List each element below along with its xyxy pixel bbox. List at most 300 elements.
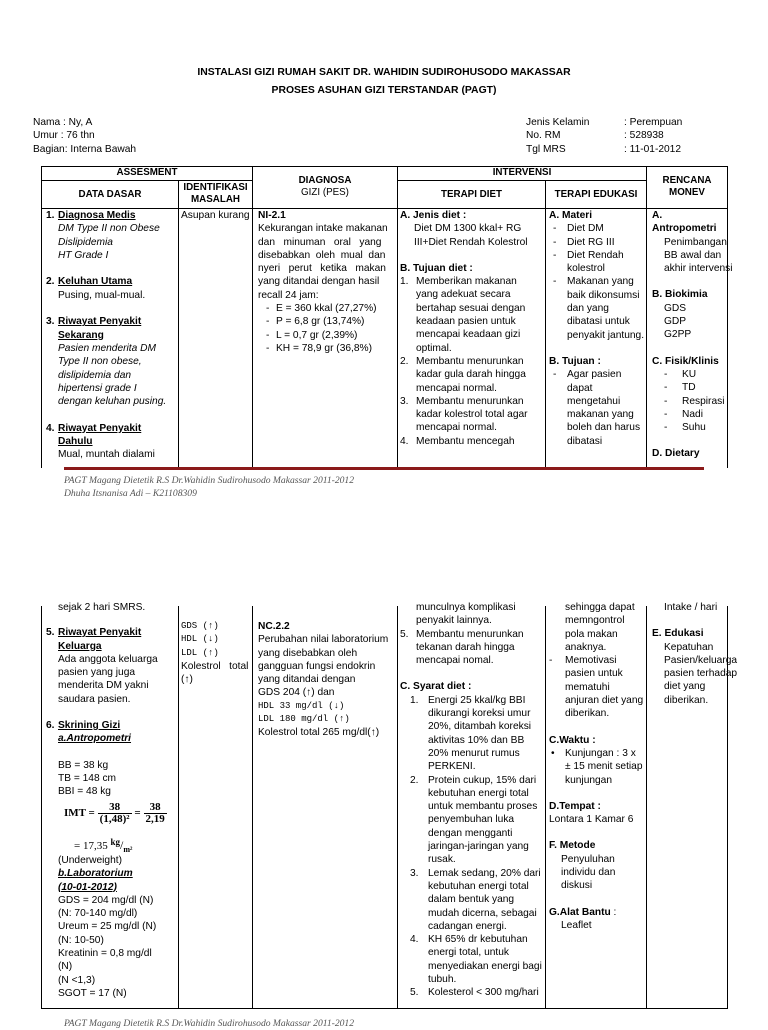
materi-item bbox=[549, 236, 646, 249]
p2-left-border bbox=[41, 606, 42, 1008]
header-diagnosa-line2: GIZI (PES) bbox=[301, 187, 349, 198]
motivasi-text: diberikan. bbox=[565, 708, 610, 720]
tempat-value: Lontara 1 Kamar 6 bbox=[549, 814, 634, 826]
diagnosa-lab-text: gangguan fungsi endokrin bbox=[258, 660, 376, 672]
underweight-label: (Underweight) bbox=[58, 855, 122, 866]
terapi-diet-cont: munculnya komplikasi bbox=[416, 602, 516, 613]
imt-result: = 17,35 $^{kg}/_{m^2}$ bbox=[74, 837, 133, 854]
fisik-dash: - bbox=[664, 368, 668, 380]
tujuan-diet-item-text: kadar gula darah hingga bbox=[416, 369, 526, 381]
p2-col-border-5 bbox=[646, 606, 647, 1008]
data-dasar-row bbox=[46, 666, 178, 679]
data-dasar-row bbox=[46, 209, 178, 222]
lab-date: (10-01-2012) bbox=[58, 881, 117, 893]
lab-title: b.Laboratorium bbox=[58, 868, 133, 880]
p2-bottom-border bbox=[41, 1008, 728, 1009]
data-dasar-text: Keluhan Utama bbox=[58, 276, 133, 288]
fisik-klinis-item bbox=[652, 368, 728, 381]
fisik-klinis-item bbox=[652, 408, 728, 421]
data-dasar-text: DM Type II non Obese bbox=[58, 223, 160, 235]
imt-formula bbox=[64, 802, 167, 825]
intervensi-sub-border bbox=[397, 180, 646, 181]
diagnosa-lab-text: yang ditandai dengan bbox=[258, 674, 356, 686]
materi-item-marker: - bbox=[553, 276, 557, 288]
data-dasar-row bbox=[46, 640, 178, 653]
footer-line1-page2: PAGT Magang Dietetik R.S Dr.Wahidin Sudirohusodo Makassar 2011-2012 bbox=[64, 1018, 355, 1029]
identifikasi-lab-item: Kolestrol total bbox=[181, 660, 249, 672]
diagnosa-lab-text: Perubahan nilai laboratorium bbox=[258, 634, 389, 646]
materi-item-text: Makanan yang bbox=[567, 276, 634, 288]
diagnosa-code-2: NC.2.2 bbox=[258, 621, 290, 632]
rencana-cell-page2 bbox=[652, 602, 738, 1008]
tujuan-edukasi-item-text: boleh dan harus bbox=[567, 422, 641, 434]
tujuan-diet-item-text: Membantu mencegah bbox=[416, 435, 515, 447]
syarat-diet-item-text: tubuh. bbox=[428, 974, 457, 986]
sejak-smrs: sejak 2 hari SMRS. bbox=[58, 602, 146, 613]
data-dasar-row bbox=[46, 382, 178, 395]
antropometri-value: BB = 38 kg bbox=[58, 759, 109, 771]
syarat-diet-item-text: 20%, ditambah koreksi bbox=[428, 721, 532, 733]
jenis-diet-line: Diet DM 1300 kkal+ RG bbox=[414, 223, 522, 235]
data-dasar-row bbox=[46, 249, 178, 262]
data-dasar-text: Ada anggota keluarga bbox=[58, 653, 158, 665]
tujuan-edukasi-item bbox=[549, 368, 646, 448]
data-dasar-row bbox=[46, 355, 178, 368]
syarat-diet-item-text: PERKENI. bbox=[428, 761, 476, 773]
col-border-3 bbox=[397, 166, 398, 468]
col-border-1 bbox=[178, 180, 179, 468]
gender-value: : Perempuan bbox=[624, 117, 683, 128]
tujuan-diet-item-text: mencapai normal. bbox=[416, 382, 497, 394]
tujuan-edukasi-item-text: dapat bbox=[567, 382, 593, 394]
table-left-border bbox=[41, 166, 42, 468]
recall-dash: - bbox=[266, 303, 270, 315]
syarat-diet-item-text: kebutuhan energi total bbox=[428, 880, 529, 892]
mrs-date-label: Tgl MRS bbox=[526, 143, 566, 155]
terapi-edukasi-cell-page1 bbox=[549, 209, 646, 467]
data-dasar-row bbox=[46, 329, 178, 342]
terapi-edukasi-cell-page2 bbox=[549, 602, 646, 1008]
data-dasar-text: Dahulu bbox=[58, 436, 93, 448]
data-dasar-row bbox=[46, 262, 178, 275]
recall-dash: - bbox=[266, 316, 270, 328]
data-dasar-text: Pasien menderita DM bbox=[58, 342, 156, 354]
syarat-diet-item-text: untuk membantu proses bbox=[428, 801, 538, 813]
materi-item-text: kolestrol bbox=[567, 263, 605, 275]
data-dasar-row bbox=[46, 679, 178, 692]
identifikasi-lab-item: (↑) bbox=[181, 674, 193, 686]
lab-value: SGOT = 17 (N) bbox=[58, 987, 127, 999]
recall-value: P = 6,8 gr (13,74%) bbox=[276, 316, 365, 328]
motivasi-text: anjuran diet yang bbox=[565, 695, 644, 707]
syarat-diet-item-text: rusak. bbox=[428, 854, 456, 866]
lab-value: (N <1,3) bbox=[58, 974, 96, 986]
tujuan-diet-item-text: Membantu menurunkan bbox=[416, 355, 524, 367]
lab-value: GDS = 204 mg/dl (N) bbox=[58, 894, 154, 906]
data-dasar-number: 5. bbox=[46, 627, 55, 639]
data-dasar-text: Riwayat Penyakit bbox=[58, 422, 142, 434]
data-dasar-row bbox=[46, 289, 178, 302]
syarat-diet-item-marker: 1. bbox=[410, 694, 419, 706]
tujuan-diet-item-text: Memberikan makanan bbox=[416, 276, 517, 288]
motivasi-dash: - bbox=[549, 655, 553, 667]
waktu-label: C.Waktu : bbox=[549, 734, 596, 746]
data-dasar-text: dengan keluhan pusing. bbox=[58, 396, 167, 408]
recall-value: E = 360 kkal (27,27%) bbox=[276, 303, 377, 315]
syarat-diet-item-text: Kolesterol < 300 mg/hari bbox=[428, 987, 539, 999]
tujuan-5-text: Membantu menurunkan bbox=[416, 628, 524, 640]
imt-unit-num: kg bbox=[110, 837, 120, 847]
p2-col-border-4 bbox=[545, 606, 546, 1008]
imt-den1: (1,48)² bbox=[99, 813, 130, 825]
identifikasi-lab-item: HDL (↓) bbox=[181, 634, 219, 645]
col-border-2 bbox=[252, 166, 253, 468]
tujuan-diet-item-text: kadar kolestrol total agar bbox=[416, 409, 528, 421]
syarat-diet-item-text: dikurangi koreksi umur bbox=[428, 708, 531, 720]
edukasi-monev-text: pasien terhadap bbox=[664, 668, 738, 680]
syarat-diet-item bbox=[400, 774, 545, 867]
patient-age: Umur : 76 thn bbox=[33, 130, 95, 142]
syarat-diet-item-text: mudah dicerna, sebagai bbox=[428, 907, 537, 919]
tujuan-diet-item-text: keadaan pasien untuk bbox=[416, 316, 516, 328]
fisik-klinis-label: C. Fisik/Klinis bbox=[652, 355, 719, 367]
col-border-4 bbox=[545, 180, 546, 468]
edukasi-monev-text: diet yang bbox=[664, 681, 706, 693]
data-dasar-row bbox=[46, 435, 178, 448]
syarat-diet-item-text: dengan mengganti bbox=[428, 827, 513, 839]
data-dasar-text: Keluarga bbox=[58, 640, 102, 652]
antropometri-label: A. Antropometri bbox=[652, 210, 717, 235]
patient-info-right-labels bbox=[526, 116, 589, 156]
data-dasar-row bbox=[46, 408, 178, 421]
syarat-diet-item-text: aktivitas 10% dan BB bbox=[428, 734, 525, 746]
fisik-dash: - bbox=[664, 422, 668, 434]
imt-result-value: = 17,35 bbox=[74, 840, 108, 852]
diagnosa-lab-text: GDS 204 (↑) dan bbox=[258, 687, 335, 699]
materi-item-marker: - bbox=[553, 223, 557, 235]
data-dasar-text: Riwayat Penyakit bbox=[58, 627, 142, 639]
footer-line1-page1: PAGT Magang Dietetik R.S Dr.Wahidin Sudirohusodo Makassar 2011-2012 bbox=[64, 475, 355, 486]
tempat-label: D.Tempat : bbox=[549, 800, 601, 812]
tujuan-diet-item bbox=[400, 355, 545, 395]
data-dasar-row bbox=[46, 302, 178, 315]
header-identifikasi bbox=[179, 182, 252, 206]
edukasi-cont: sehingga dapat bbox=[565, 602, 635, 613]
data-dasar-row bbox=[46, 315, 178, 328]
institution-title: INSTALASI GIZI RUMAH SAKIT DR. WAHIDIN SUDIROHUSODO MAKASSAR bbox=[197, 67, 571, 78]
assesment-sub-border bbox=[41, 180, 252, 181]
terapi-diet-cell-page1 bbox=[400, 209, 545, 467]
patient-info-right-values bbox=[624, 116, 682, 156]
mrs-date-value: : 11-01-2012 bbox=[624, 143, 682, 155]
tujuan-diet-item-marker: 4. bbox=[400, 435, 409, 447]
syarat-diet-item-text: 20% menurut rumus bbox=[428, 747, 520, 759]
edukasi-cont: memngontrol bbox=[565, 615, 625, 627]
imt-num1: 38 bbox=[98, 802, 132, 814]
data-dasar-number: 2. bbox=[46, 276, 55, 288]
syarat-diet-item-marker: 3. bbox=[410, 867, 419, 879]
data-dasar-text: pasien yang juga bbox=[58, 667, 136, 679]
fisik-klinis-value: TD bbox=[682, 382, 696, 394]
terapi-diet-cell-page2 bbox=[400, 602, 545, 1008]
lab-value: Kreatinin = 0,8 mg/dl bbox=[58, 948, 152, 960]
data-dasar-text: Sekarang bbox=[58, 329, 104, 341]
fisik-klinis-value: KU bbox=[682, 368, 697, 380]
tujuan-edukasi-item-text: Agar pasien bbox=[567, 369, 622, 381]
fisik-klinis-item bbox=[652, 395, 728, 408]
fisik-klinis-value: Suhu bbox=[682, 422, 706, 434]
syarat-diet-item-text: energi total, untuk bbox=[428, 947, 509, 959]
materi-item-text: Diet DM bbox=[567, 223, 604, 235]
diagnosa-lab-text: HDL 33 mg/dl (↓) bbox=[258, 700, 345, 711]
gender-label: Jenis Kelamin bbox=[526, 117, 590, 128]
syarat-diet-item bbox=[400, 986, 545, 999]
data-dasar-row bbox=[46, 236, 178, 249]
tujuan-diet-item-text: bertahap sesuai dengan bbox=[416, 302, 526, 314]
data-dasar-row bbox=[46, 342, 178, 355]
edukasi-monev-text: Pasien/keluarga bbox=[664, 654, 738, 666]
fisik-dash: - bbox=[664, 382, 668, 394]
tujuan-diet-item-text: yang adekuat secara bbox=[416, 289, 511, 301]
syarat-diet-item-text: Protein cukup, 15% dari bbox=[428, 774, 537, 786]
data-dasar-row bbox=[46, 395, 178, 408]
tujuan-diet-item-marker: 2. bbox=[400, 355, 409, 367]
data-dasar-row bbox=[46, 626, 178, 639]
data-dasar-row bbox=[46, 275, 178, 288]
header-intervensi: INTERVENSI bbox=[492, 167, 552, 178]
antropometri-line: akhir intervensi bbox=[664, 263, 733, 275]
materi-item-text: baik dikonsumsi bbox=[567, 289, 640, 301]
fisik-dash: - bbox=[664, 395, 668, 407]
biokimia-line: G2PP bbox=[664, 329, 692, 341]
diagnosa-text: recall 24 jam: bbox=[258, 289, 319, 301]
header-diagnosa-line1: DIAGNOSA bbox=[298, 175, 352, 186]
data-dasar-row bbox=[46, 222, 178, 235]
metode-text: individu dan bbox=[561, 867, 616, 879]
footer-divider-page1 bbox=[64, 467, 704, 470]
header-identifikasi-line2: MASALAH bbox=[191, 194, 240, 205]
recall-dash: - bbox=[266, 329, 270, 341]
p2-col-border-2 bbox=[252, 606, 253, 1008]
imt-num2: 38 bbox=[144, 802, 167, 814]
fisik-klinis-value: Respirasi bbox=[682, 395, 725, 407]
diagnosa-code: NI-2.1 bbox=[258, 210, 286, 221]
diagnosa-cell-page2 bbox=[258, 620, 396, 740]
recall-item bbox=[258, 302, 394, 315]
tujuan-diet-item-marker: 3. bbox=[400, 395, 409, 407]
p2-col-border-1 bbox=[178, 606, 179, 1008]
diagnosa-cell-page1 bbox=[258, 209, 394, 355]
footer-line2-page1: Dhuha Itsnanisa Adi – K21108309 bbox=[64, 488, 197, 499]
antropometri-line: Penimbangan bbox=[664, 236, 727, 248]
lab-value: Ureum = 25 mg/dl (N) bbox=[58, 921, 157, 933]
tujuan-diet-item-text: optimal. bbox=[416, 342, 452, 354]
materi-item-text: penyakit jantung. bbox=[567, 329, 645, 341]
recall-dash: - bbox=[266, 342, 270, 354]
document-title: PROSES ASUHAN GIZI TERSTANDAR (PAGT) bbox=[271, 85, 497, 96]
data-dasar-cell-page2 bbox=[46, 602, 178, 1008]
alat-bantu-colon: : bbox=[610, 906, 617, 918]
rm-value: : 528938 bbox=[624, 130, 664, 142]
syarat-diet-item-text: penyembuhan luka bbox=[428, 814, 515, 826]
edukasi-label: E. Edukasi bbox=[652, 628, 704, 640]
jenis-diet-label: A. Jenis diet : bbox=[400, 210, 467, 221]
syarat-diet-item-text: dalam bentuk yang bbox=[428, 894, 515, 906]
intake-per-hari: Intake / hari bbox=[664, 602, 718, 613]
fisik-dash: - bbox=[664, 408, 668, 420]
header-terapi-diet: TERAPI DIET bbox=[441, 189, 502, 200]
identifikasi-lab-item: GDS (↑) bbox=[181, 621, 219, 631]
materi-item-marker: - bbox=[553, 236, 557, 248]
diagnosa-lab-text: LDL 180 mg/dl (↑) bbox=[258, 714, 350, 725]
diagnosa-text: yang ditandai dengan hasil bbox=[258, 276, 380, 288]
waktu-text: kunjungan bbox=[565, 774, 613, 786]
syarat-diet-label: C. Syarat diet : bbox=[400, 681, 472, 693]
materi-item bbox=[549, 275, 646, 341]
data-dasar-text: Type II non obese, bbox=[58, 356, 142, 368]
data-dasar-text: Dislipidemia bbox=[58, 236, 113, 248]
data-dasar-row bbox=[46, 369, 178, 382]
tujuan-5-text: mencapai nomal. bbox=[416, 655, 494, 667]
header-identifikasi-line1: IDENTIFIKASI bbox=[183, 182, 248, 193]
materi-item-marker: - bbox=[553, 249, 557, 261]
fisik-klinis-item bbox=[652, 381, 728, 394]
rm-label: No. RM bbox=[526, 130, 561, 142]
metode-text: diskusi bbox=[561, 880, 593, 892]
skrining-number: 6. bbox=[46, 720, 55, 732]
data-dasar-text: dislipidemia dan bbox=[58, 369, 132, 381]
diagnosa-lab-text: yang disebabkan oleh bbox=[258, 647, 358, 659]
header-rencana-monev bbox=[647, 175, 727, 199]
data-dasar-text: Mual, muntah dialami bbox=[58, 449, 155, 461]
tujuan-5-text: tekanan darah hingga bbox=[416, 641, 515, 653]
data-dasar-cell-page1 bbox=[46, 209, 178, 467]
header-assesment: ASSESMENT bbox=[116, 167, 178, 178]
data-dasar-text: menderita DM yakni bbox=[58, 680, 149, 692]
syarat-diet-item-text: menyediakan energi bagi bbox=[428, 960, 542, 972]
waktu-bullet-icon: • bbox=[551, 747, 555, 759]
diagnosa-text: dan minuman oral yang bbox=[258, 236, 382, 248]
fisik-klinis-value: Nadi bbox=[682, 408, 703, 420]
data-dasar-text: Diagnosa Medis bbox=[58, 210, 136, 221]
lab-block bbox=[58, 854, 178, 1000]
syarat-diet-item-text: Energi 25 kkal/kg BBI bbox=[428, 694, 526, 706]
imt-den2: 2,19 bbox=[145, 813, 165, 825]
materi-item-text: Diet Rendah bbox=[567, 249, 624, 261]
materi-item-text: dibatasi untuk bbox=[567, 316, 630, 328]
waktu-text: Kunjungan : 3 x bbox=[565, 747, 636, 759]
biokimia-line: GDS bbox=[664, 302, 687, 314]
recall-item bbox=[258, 329, 394, 342]
tujuan-diet-item-text: mencapai normal. bbox=[416, 422, 497, 434]
rencana-cell-page1 bbox=[652, 209, 733, 467]
identifikasi-cell-page2 bbox=[181, 620, 252, 686]
dietary-label: D. Dietary bbox=[652, 448, 700, 460]
tujuan-diet-item-text: Membantu menurunkan bbox=[416, 395, 524, 407]
imt-equals: = bbox=[134, 807, 141, 820]
syarat-diet-item bbox=[400, 694, 545, 774]
materi-label: A. Materi bbox=[549, 210, 593, 221]
data-dasar-row bbox=[46, 653, 178, 666]
tujuan-diet-label: B. Tujuan diet : bbox=[400, 262, 473, 274]
data-dasar-number: 1. bbox=[46, 210, 55, 221]
biokimia-label: B. Biokimia bbox=[652, 289, 708, 301]
imt-label: IMT = bbox=[64, 807, 95, 819]
data-dasar-row bbox=[46, 422, 178, 435]
data-dasar-number: 3. bbox=[46, 316, 55, 328]
antropometri-value: BBI = 48 kg bbox=[58, 786, 111, 798]
syarat-diet-item-text: KH 65% dr kebutuhan bbox=[428, 934, 528, 946]
identifikasi-cell-page1 bbox=[181, 209, 252, 222]
metode-text: Penyuluhan bbox=[561, 853, 615, 865]
diagnosa-lab-text: Kolestrol total 265 mg/dl(↑) bbox=[258, 727, 380, 739]
header-data-dasar: DATA DASAR bbox=[78, 189, 142, 200]
tujuan-edukasi-item-text: dibatasi bbox=[567, 435, 603, 447]
edukasi-cont: pola makan bbox=[565, 628, 618, 640]
data-dasar-row bbox=[46, 448, 178, 461]
patient-name: Nama : Ny, A bbox=[33, 117, 93, 128]
materi-item bbox=[549, 249, 646, 276]
lab-value: (N) bbox=[58, 961, 73, 973]
edukasi-cont: anaknya. bbox=[565, 641, 607, 653]
data-dasar-text: hipertensi grade I bbox=[58, 382, 137, 394]
tujuan-diet-item-marker: 1. bbox=[400, 276, 409, 288]
materi-item-text: dan yang bbox=[567, 303, 609, 315]
header-terapi-edukasi: TERAPI EDUKASI bbox=[554, 189, 638, 200]
syarat-diet-item-text: Lemak sedang, 20% dari bbox=[428, 867, 541, 879]
biokimia-line: GDP bbox=[664, 316, 687, 328]
tujuan-diet-item-text: mencapai keadaan gizi bbox=[416, 329, 521, 341]
tujuan-edukasi-item-text: mengetahui bbox=[567, 395, 621, 407]
identifikasi-asupan: Asupan kurang bbox=[181, 210, 250, 221]
data-dasar-row bbox=[46, 693, 178, 706]
header-rencana-line1: RENCANA bbox=[662, 175, 712, 186]
data-dasar-text: Riwayat Penyakit bbox=[58, 316, 142, 328]
jenis-diet-line: III+Diet Rendah Kolestrol bbox=[414, 236, 528, 248]
data-dasar-number: 4. bbox=[46, 422, 55, 434]
header-rencana-line2: MONEV bbox=[669, 187, 705, 198]
syarat-diet-item-marker: 5. bbox=[410, 987, 419, 999]
syarat-diet-item bbox=[400, 867, 545, 933]
motivasi-text: Memotivasi bbox=[565, 655, 617, 667]
waktu-text: ± 15 menit setiap bbox=[565, 761, 643, 773]
edukasi-monev-text: Kepatuhan bbox=[664, 641, 714, 653]
header-diagnosa bbox=[253, 175, 397, 199]
tujuan-edukasi-item-text: makanan yang bbox=[567, 409, 634, 421]
identifikasi-lab-item: LDL (↑) bbox=[181, 647, 219, 658]
recall-item bbox=[258, 315, 394, 328]
antropometri-title: a.Antropometri bbox=[58, 733, 132, 745]
materi-item-text: Diet RG III bbox=[567, 236, 615, 248]
patient-info-left bbox=[33, 116, 136, 156]
recall-value: KH = 78,9 gr (36,8%) bbox=[276, 342, 372, 354]
lab-value: (N: 10-50) bbox=[58, 934, 104, 946]
lab-value: (N: 70-140 mg/dl) bbox=[58, 908, 138, 920]
syarat-diet-item-text: kebutuhan energi total bbox=[428, 787, 529, 799]
patient-ward: Bagian: Interna Bawah bbox=[33, 143, 137, 155]
fisik-klinis-item bbox=[652, 421, 728, 434]
antropometri-line: BB awal dan bbox=[664, 249, 722, 261]
syarat-diet-item-marker: 4. bbox=[410, 934, 419, 946]
diagnosa-text: nyeri perut ketika makan bbox=[258, 263, 386, 275]
terapi-diet-cont: penyakit lainnya. bbox=[416, 615, 492, 627]
diagnosa-text: Kekurangan intake makanan bbox=[258, 223, 388, 235]
alat-bantu-label: G.Alat Bantu bbox=[549, 906, 611, 918]
imt-unit-den: m² bbox=[123, 845, 133, 854]
motivasi-text: mematuhi bbox=[565, 681, 610, 693]
data-dasar-text: Pusing, mual-mual. bbox=[58, 289, 146, 301]
tujuan-diet-item bbox=[400, 395, 545, 435]
